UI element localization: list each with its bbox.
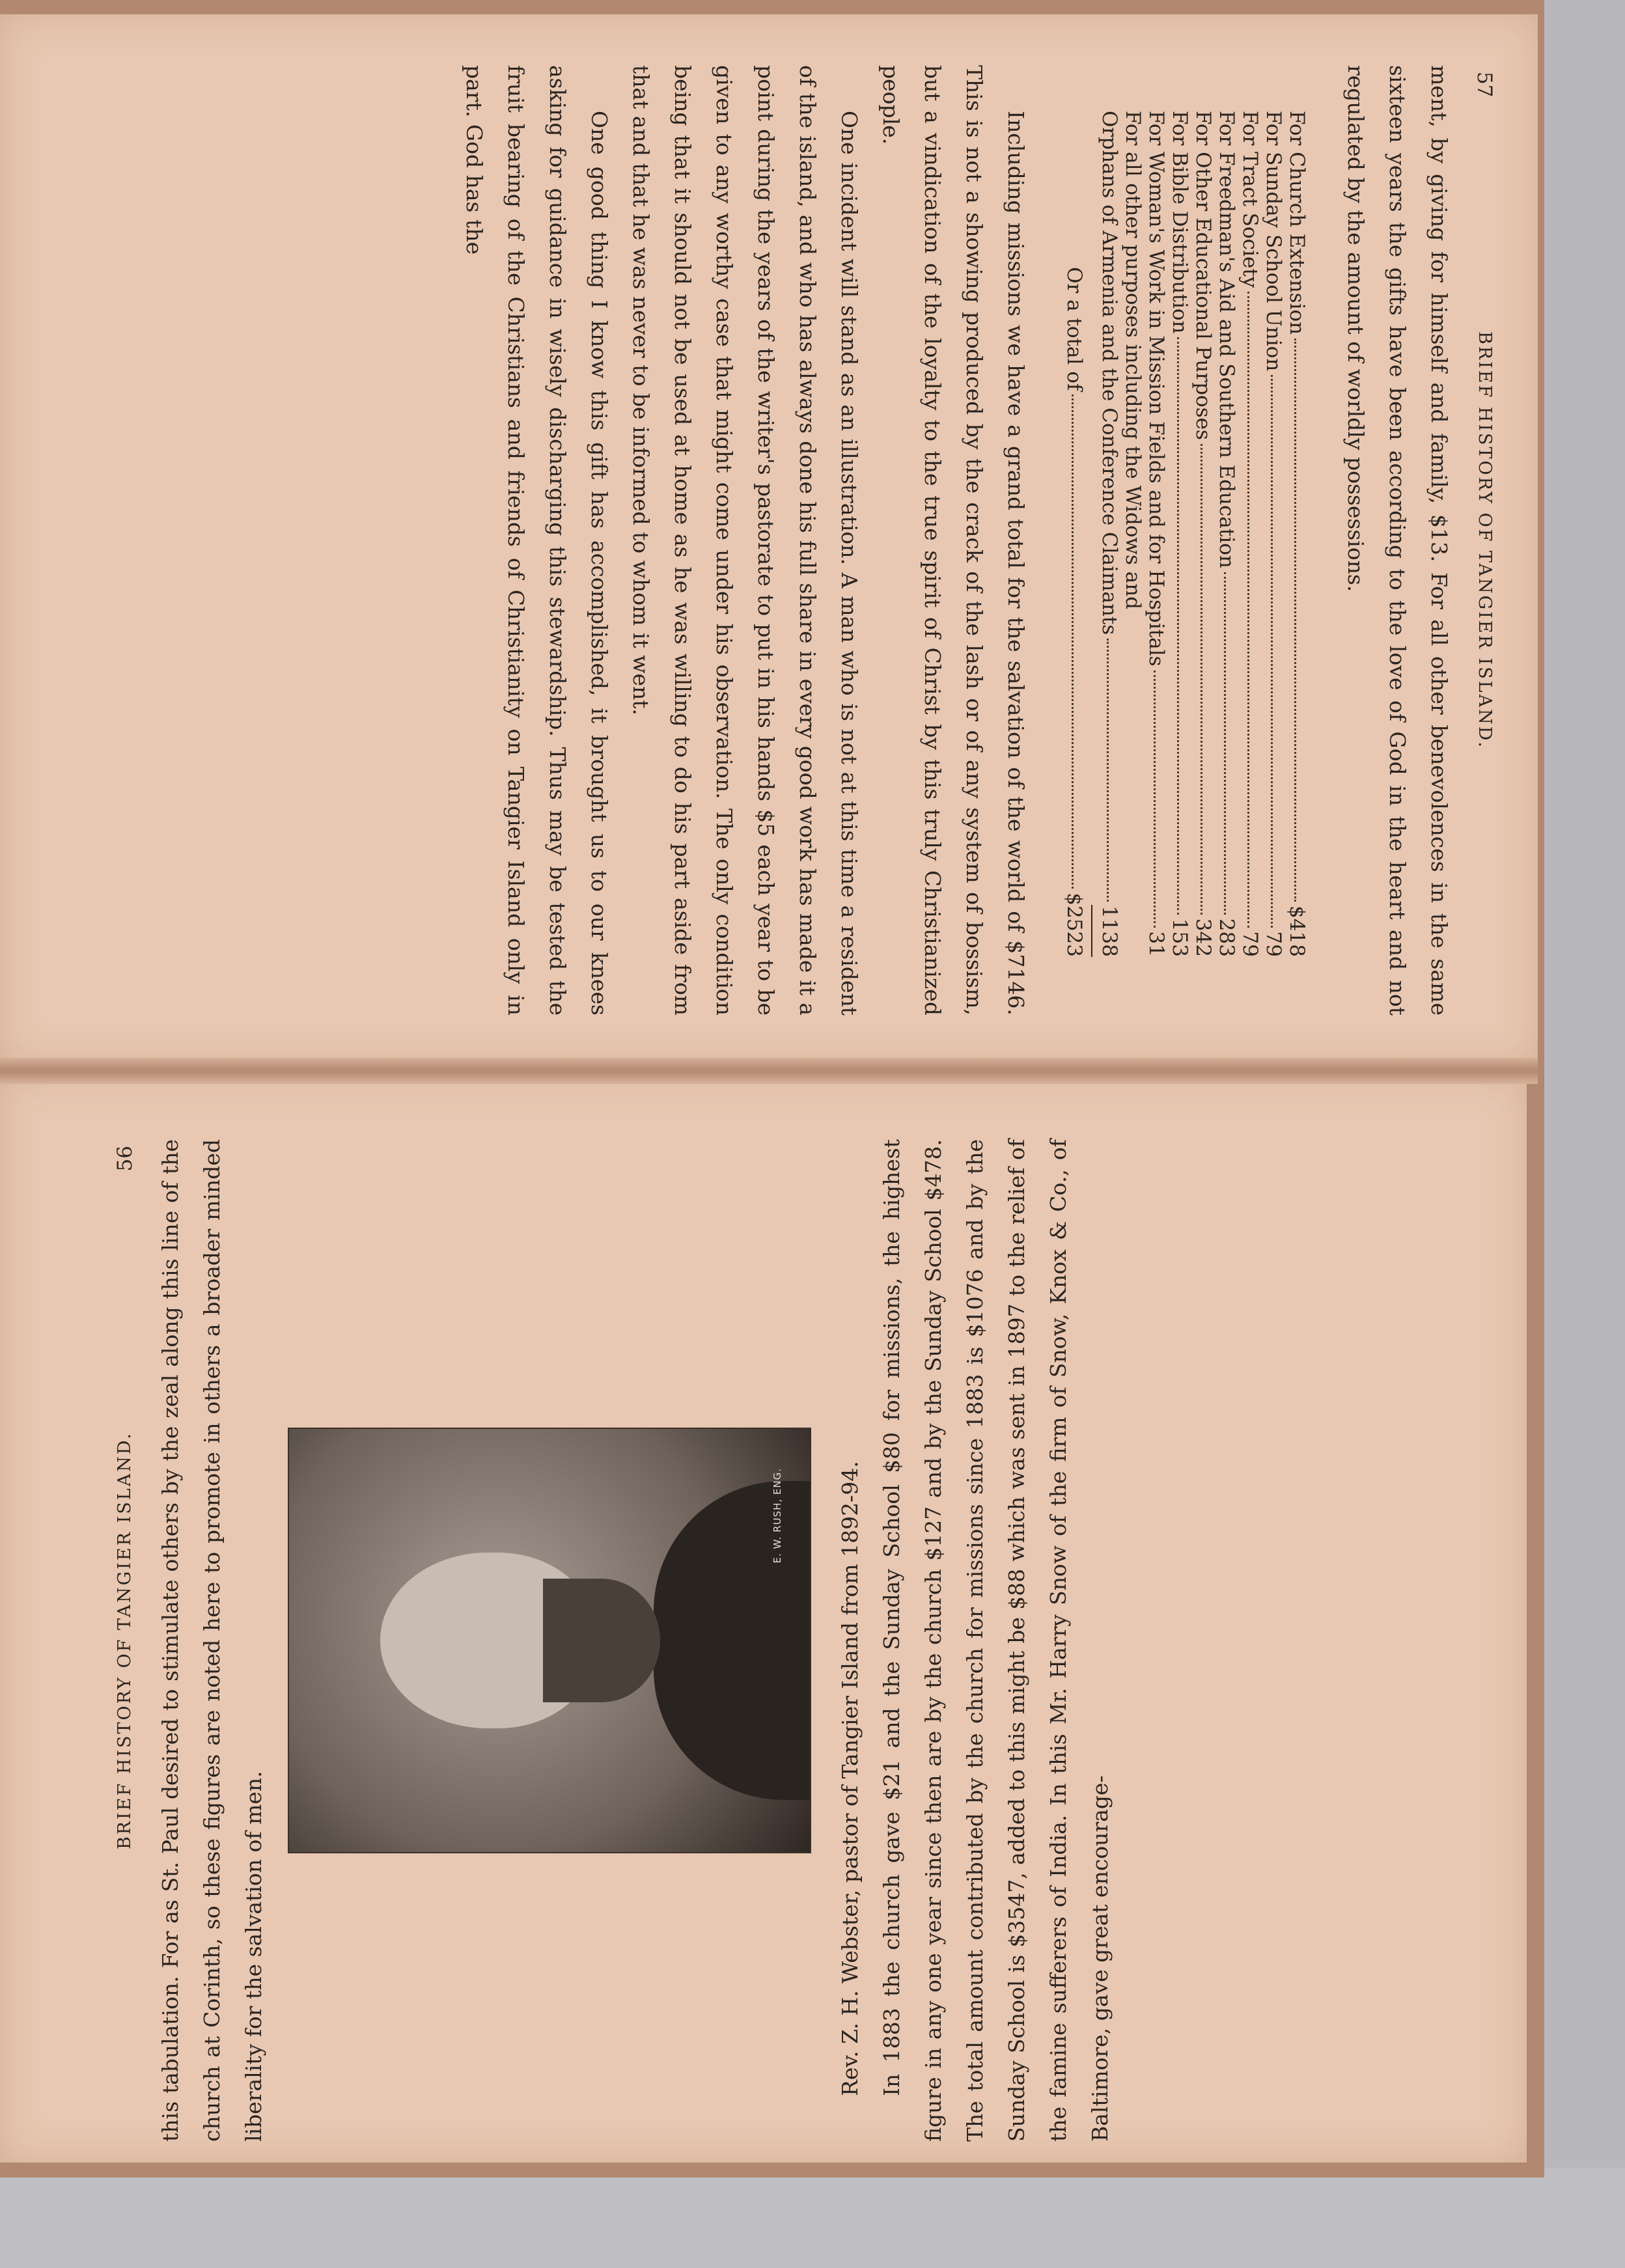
background-right xyxy=(1536,0,1625,2268)
table-row: For Church Extension $418 xyxy=(1285,111,1309,957)
photo-caption: Rev. Z. H. Webster, pastor of Tangier Island from 1892-94. xyxy=(837,1461,863,2096)
running-head-text: BRIEF HISTORY OF TANGIER ISLAND. xyxy=(1475,331,1495,750)
table-row: Orphans of Armenia and the Conference Claimants 1138 xyxy=(1098,111,1121,957)
table-row: For Sunday School Union 79 xyxy=(1262,111,1285,957)
paragraph: this tabulation. For as St. Paul desired to stimulate others by the zeal along this line of the church at Corinth, so these figures are noted here to promote in others a broader minded liberality for the salvation of men. xyxy=(158,1139,266,2142)
table-row: For Other Educational Purposes 342 xyxy=(1191,111,1215,957)
table-row: For Tract Society 79 xyxy=(1238,111,1262,957)
portrait-photo xyxy=(288,1428,811,1853)
running-head xyxy=(104,1139,150,2142)
table-row: For all other purposes including the Widows and xyxy=(1121,111,1145,610)
running-head-text: BRIEF HISTORY OF TANGIER ISLAND. xyxy=(115,1431,135,1850)
page-56 xyxy=(104,1139,1543,2142)
table-row: For Freedman's Aid and Southern Education 283 xyxy=(1215,111,1238,957)
paragraph: One good thing I know this gift has accomplished, it brought us to our knees asking for guidance in wisely discharging this stewardship. Thus may be tested the fruit bearing of the Christians and friends of Christianity on Tangier Island only in part. God has the xyxy=(462,65,612,1016)
benevolence-table xyxy=(1062,111,1309,957)
page-57 xyxy=(66,65,1505,1016)
background-bottom xyxy=(0,2168,1625,2268)
running-head xyxy=(1460,65,1505,1016)
paragraph: One incident will stand as an illustration. A man who is not at this time a resident of the island, and who has always done his full share in every good work has made it a point during the years of the writer's pastorate to put in his hands $5 each year to be given to any worthy case that might come under his observation. The only condition being that it should not be used at home as he was willing to do his part aside from that and that he was never to be informed to whom it went. xyxy=(628,65,862,1016)
page-number: 56 xyxy=(113,1146,137,1172)
paragraph: In 1883 the church gave $21 and the Sunday School $80 for missions, the highest figure in any one year since then are by the church $127 and by the Sunday School $478. The total amount contributed by the church for missions since 1883 is $1076 and by the Sunday School is $3547, added to this might be $88 which was sent in 1897 to the relief of the famine sufferers of India. In this Mr. Harry Snow of the firm of Snow, Knox & Co., of Baltimore, gave great encourage- xyxy=(879,1139,1113,2142)
photo-beard xyxy=(543,1579,660,1702)
page-number: 57 xyxy=(1473,72,1496,98)
table-row: For Bible Distribution 153 xyxy=(1168,111,1191,957)
total-row: Or a total of $2523 xyxy=(1062,267,1086,957)
engraver-credit: E. W. RUSH, ENG. xyxy=(771,1468,783,1564)
book-gutter xyxy=(0,1058,1538,1084)
paragraph: Including missions we have a grand total for the salvation of the world of $7146. This is not a showing produced by the crack of the lash or of any system of bossism, but a vindication of the loyalty to the true spirit of Christ by this truly Christianized people. xyxy=(878,65,1029,1016)
total-rule xyxy=(1091,905,1092,957)
paragraph: ment, by giving for himself and family, $13. For all other benevolences in the same sixteen years the gifts have been according to the love of God in the heart and not regulated by the amount of worldly possessions. xyxy=(1343,65,1452,1016)
table-row: For Woman's Work in Mission Fields and for Hospitals 31 xyxy=(1145,111,1168,957)
